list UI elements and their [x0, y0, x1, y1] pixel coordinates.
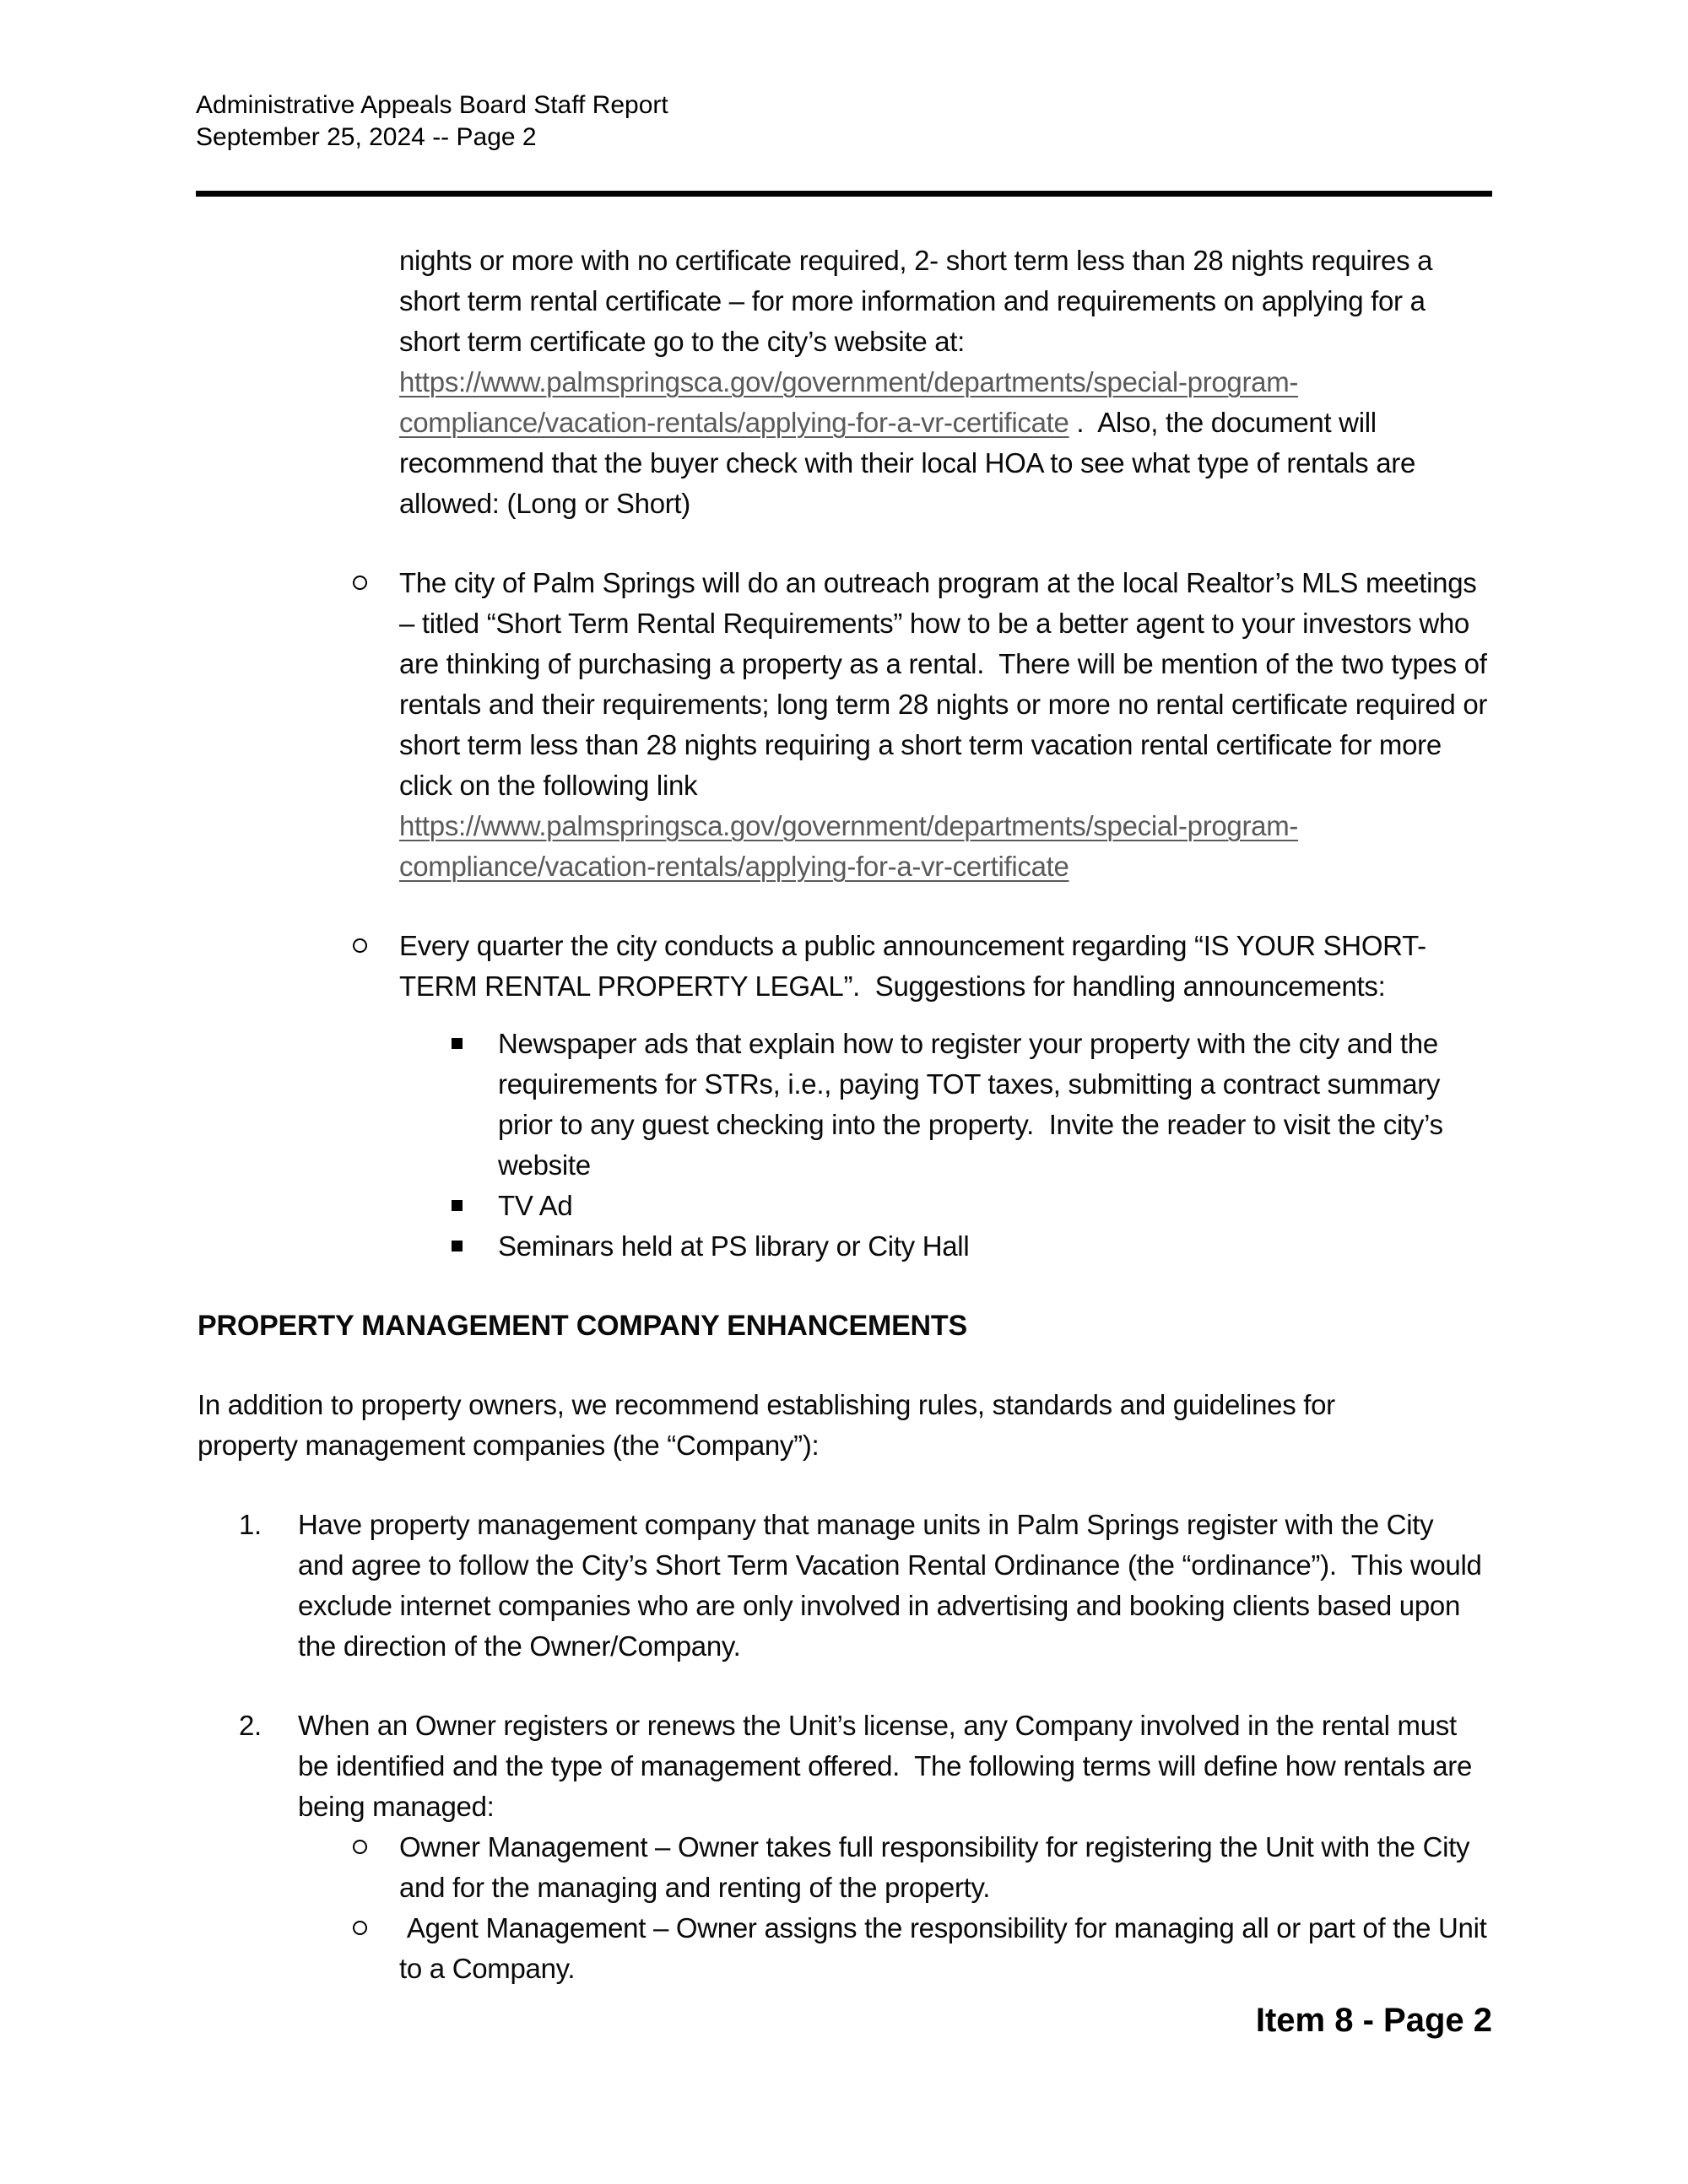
text-content — [399, 241, 1492, 524]
text-run: Owner Management – Owner takes full responsibility for registering the Unit with the City and for the managing and renting of the property. — [399, 1831, 1478, 1903]
list-item-number: 2. — [239, 1710, 262, 1741]
circle-bullet-icon — [353, 576, 367, 590]
list-item-number: 1. — [239, 1509, 262, 1540]
continuation-block — [196, 241, 1492, 524]
text-run: When an Owner registers or renews the Unit’s license, any Company involved in the rental must be identified and the type of management offered. The following terms will define how rentals are being managed: — [298, 1710, 1480, 1822]
header-date-page: September 25, 2024 -- Page 2 — [196, 123, 537, 151]
text-run: The city of Palm Springs will do an outreach program at the local Realtor’s MLS meetings – titled “Short Term Rental Requirements” how to be a better agent to your investors who are thinking of purchasing a property as a rental. There will be mention of the two types of rentals and their requirements; long term 28 nights or more no rental certificate required or short term less than 28 nights requiring a short term vacation rental certificate for more click on the following link — [399, 567, 1495, 801]
text-run: Seminars held at PS library or City Hall — [498, 1230, 970, 1262]
text-run: nights or more with no certificate required, 2- short term less than 28 nights requires a short term rental certificate – for more information and requirements on applying for a short term certificate go to the city’s website at: — [399, 245, 1441, 357]
hyperlink[interactable]: https://www.palmspringsca.gov/government/departments/special-program-compliance/vacation-rentals/applying-for-a-vr-certificate — [399, 810, 1299, 882]
square-bullet-icon — [452, 1038, 463, 1049]
text-run: Agent Management – Owner assigns the responsibility for managing all or part of the Unit to a Company. — [399, 1912, 1495, 1984]
text-content — [498, 1186, 1492, 1226]
text-content — [298, 1505, 1490, 1667]
bullet-circle-sub-block — [196, 1908, 1495, 1989]
header-report-title: Administrative Appeals Board Staff Report — [196, 91, 668, 119]
page-content — [196, 0, 1495, 2041]
circle-bullet-icon — [353, 1840, 367, 1854]
text-run: Have property management company that manage units in Palm Springs register with the City and agree to follow the City’s Short Term Vacation Rental Ordinance (the “ordinance”). This would exclude internet companies who are only involved in advertising and booking clients based upon the direction of the Owner/Company. — [298, 1509, 1490, 1662]
circle-bullet-icon — [353, 938, 367, 953]
text-content — [399, 1827, 1492, 1908]
bullet-square-block — [196, 1186, 1492, 1226]
text-content — [399, 926, 1492, 1007]
text-content — [197, 1306, 1492, 1346]
bullet-circle-sub-block — [196, 1827, 1492, 1908]
square-bullet-icon — [452, 1241, 463, 1251]
text-content — [197, 1385, 1375, 1466]
text-run: TV Ad — [498, 1190, 573, 1221]
text-content — [298, 1706, 1484, 1827]
text-run: In addition to property owners, we recommend establishing rules, standards and guidelines for property management companies (the “Company”): — [197, 1389, 1343, 1461]
text-content — [498, 1024, 1492, 1186]
text-content — [399, 563, 1495, 887]
numbered-block — [196, 1706, 1492, 1827]
text-run: PROPERTY MANAGEMENT COMPANY ENHANCEMENTS — [197, 1310, 967, 1342]
text-run: . Also, the document will recommend that the buyer check with their local HOA to see what type of rentals are allowed: (Long or Short) — [399, 407, 1423, 519]
square-bullet-icon — [452, 1200, 463, 1211]
bullet-square-block — [196, 1226, 1492, 1267]
bullet-circle-block — [196, 563, 1495, 887]
document-header — [196, 89, 1492, 154]
text-content — [399, 1908, 1495, 1989]
heading-block — [196, 1306, 1492, 1346]
hyperlink[interactable]: https://www.palmspringsca.gov/government/departments/special-program-compliance/vacation-rentals/applying-for-a-vr-certificate — [399, 366, 1299, 438]
bullet-circle-block — [196, 926, 1492, 1007]
circle-bullet-icon — [353, 1921, 367, 1935]
text-run: Newspaper ads that explain how to register your property with the city and the requirements for STRs, i.e., paying TOT taxes, submitting a contract summary prior to any guest checking into the property. Invite the reader to visit the city’s website — [498, 1028, 1451, 1181]
document-body — [196, 197, 1495, 1989]
bullet-square-block — [196, 1024, 1492, 1186]
text-run: Every quarter the city conducts a public announcement regarding “IS YOUR SHORT-TERM RENTAL PROPERTY LEGAL”. Suggestions for handling announcements: — [399, 930, 1426, 1002]
text-content — [498, 1226, 1492, 1267]
paragraph-block — [196, 1385, 1492, 1466]
numbered-block — [196, 1505, 1492, 1667]
header-divider-rule — [196, 191, 1492, 197]
footer-item-page-label: Item 8 - Page 2 — [1255, 2002, 1492, 2039]
